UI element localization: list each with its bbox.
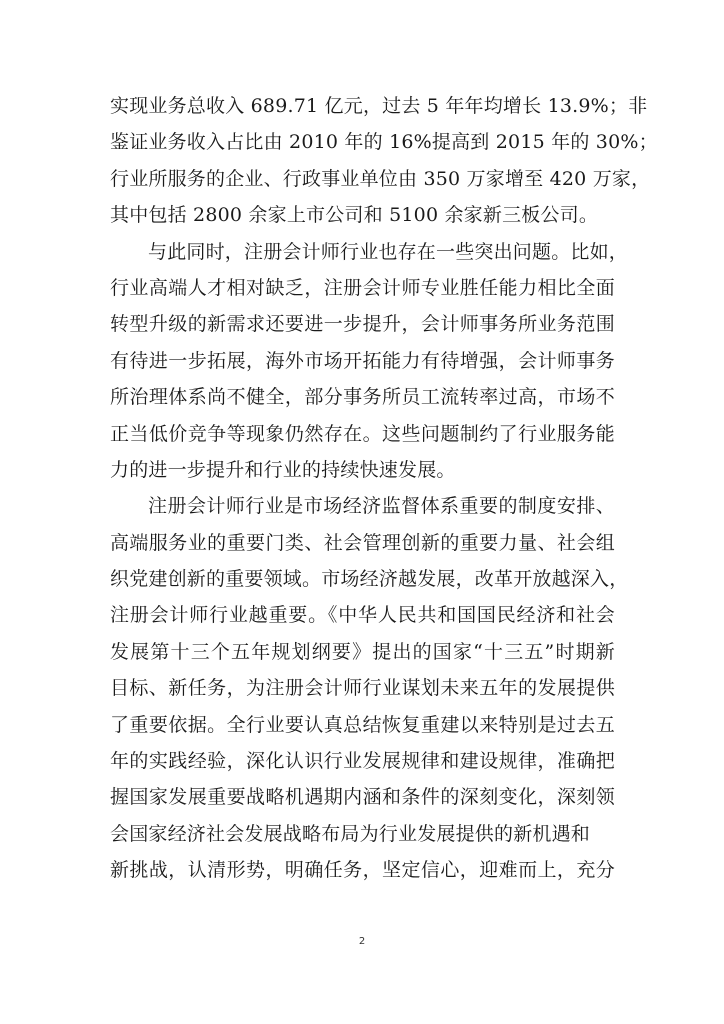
text-line: 会国家经济社会发展战略布局为行业发展提供的新机遇和 <box>110 822 591 845</box>
paragraph-1 <box>110 88 658 234</box>
text-line: 力的进一步提升和行业的持续快速发展。 <box>110 458 456 481</box>
text-line: 行业高端人才相对缺乏，注册会计师专业胜任能力相比全面 <box>110 276 615 299</box>
text-line: 与此同时，注册会计师行业也存在一些突出问题。比如， <box>148 240 629 263</box>
text-line: 注册会计师行业是市场经济监督体系重要的制度安排、 <box>148 495 615 518</box>
text-line: 年的实践经验，深化认识行业发展规律和建设规律，准确把 <box>110 750 615 773</box>
text-line: 握国家发展重要战略机遇期内涵和条件的深刻变化，深刻领 <box>110 786 615 809</box>
text-line: 新挑战，认清形势，明确任务，坚定信心，迎难而上，充分 <box>110 859 615 882</box>
text-line: 目标、新任务，为注册会计师行业谋划未来五年的发展提供 <box>110 677 615 700</box>
text-line: 行业所服务的企业、行政事业单位由 350 万家增至 420 万家， <box>110 167 651 190</box>
text-line: 转型升级的新需求还要进一步提升，会计师事务所业务范围 <box>110 313 615 336</box>
text-line: 所治理体系尚不健全，部分事务所员工流转率过高，市场不 <box>110 386 615 409</box>
text-line: 织党建创新的重要领域。市场经济越发展，改革开放越深入， <box>110 568 629 591</box>
text-line: 正当低价竞争等现象仍然存在。这些问题制约了行业服务能 <box>110 422 615 445</box>
text-line: 高端服务业的重要门类、社会管理创新的重要力量、社会组 <box>110 531 615 554</box>
text-line: 了重要依据。全行业要认真总结恢复重建以来特别是过去五 <box>110 713 615 736</box>
page-number: 2 <box>358 936 366 947</box>
text-line: 鉴证业务收入占比由 2010 年的 16%提高到 2015 年的 30%； <box>110 131 658 154</box>
paragraph-3 <box>110 488 629 888</box>
document-page <box>110 88 658 889</box>
text-line: 实现业务总收入 689.71 亿元，过去 5 年年均增长 13.9%；非 <box>110 95 648 117</box>
text-line: 其中包括 2800 余家上市公司和 5100 余家新三板公司。 <box>110 204 599 227</box>
text-line: 有待进一步拓展，海外市场开拓能力有待增强，会计师事务 <box>110 349 615 372</box>
paragraph-2 <box>110 234 629 489</box>
text-line: 发展第十三个五年规划纲要》提出的国家“十三五”时期新 <box>110 640 615 663</box>
text-line: 注册会计师行业越重要。《中华人民共和国国民经济和社会 <box>110 604 615 627</box>
